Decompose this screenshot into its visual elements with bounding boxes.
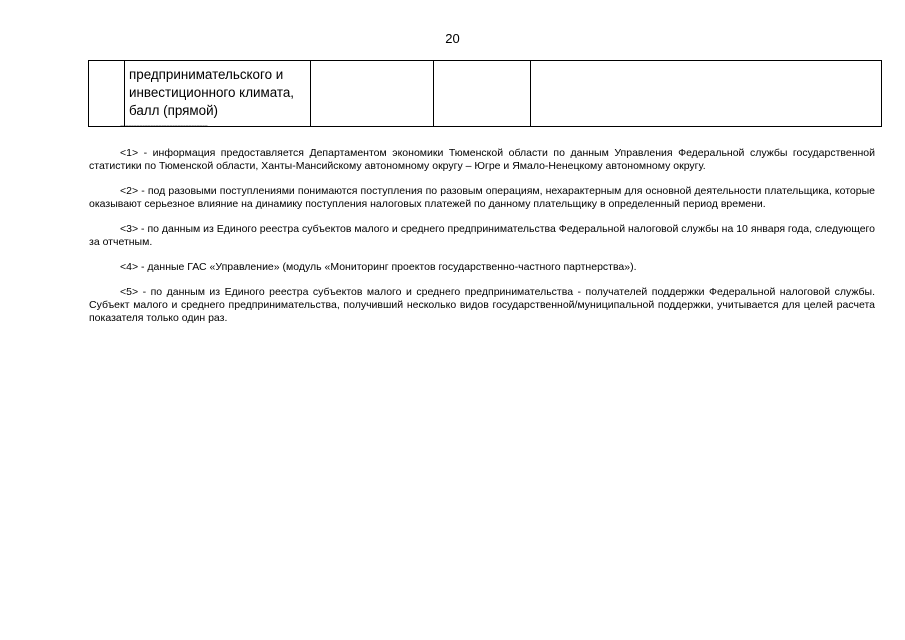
page-number: 20 (445, 31, 460, 46)
footnote-5: <5> - по данным из Единого реестра субъектов малого и среднего предпринимательства - получателей поддержки Федеральной налоговой службы. Субъект малого и среднего предпринимательства, получивший несколько видов государственной/муниципальной поддержки, учитывается для целей расчета показателя только один раз. (89, 286, 875, 324)
table-cell-index (89, 61, 125, 127)
indicator-name-line: предпринимательского и (129, 67, 284, 82)
table-cell-col3 (311, 61, 434, 127)
footnote-1: <1> - информация предоставляется Департаментом экономики Тюменской области по данным Управления Федеральной службы государственной статистики по Тюменской области, Ханты-Мансийскому автономному округу – Югре и Ямало-Ненецкому автономному округу. (89, 147, 875, 172)
continuation-table (88, 60, 882, 127)
table-cell-col5 (531, 61, 882, 127)
table-cell-indicator-name (125, 61, 311, 127)
footnote-4: <4> - данные ГАС «Управление» (модуль «Мониторинг проектов государственно-частного партнерства»). (120, 261, 637, 273)
footnote-separator: -------------------------------- (120, 121, 208, 132)
table-row (89, 61, 882, 127)
footnote-3: <3> - по данным из Единого реестра субъектов малого и среднего предпринимательства Федеральной налоговой службы на 10 января года, следующего за отчетным. (89, 223, 875, 248)
footnotes (89, 147, 875, 337)
indicator-name-line: инвестиционного климата, (129, 85, 294, 100)
table-cell-col4 (434, 61, 531, 127)
footnote-2: <2> - под разовыми поступлениями понимаются поступления по разовым операциям, нехарактерным для основной деятельности плательщика, которые оказывают серьезное влияние на динамику поступления налоговых платежей по данному плательщику в определенный период времени. (89, 185, 875, 210)
indicator-name-line: балл (прямой) (129, 103, 219, 118)
